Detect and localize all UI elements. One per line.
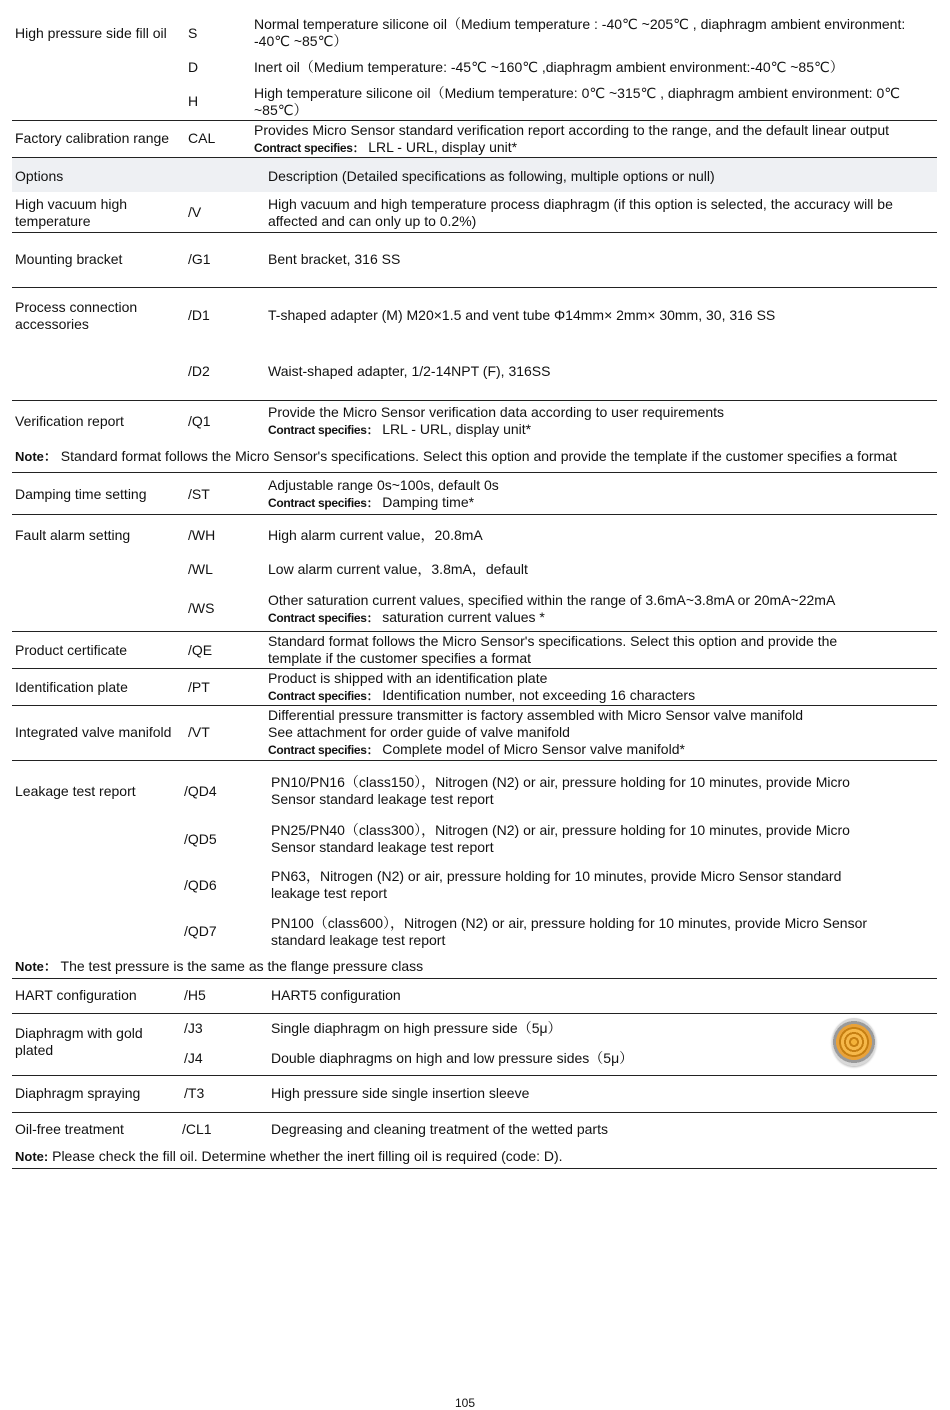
oil-free-row [12,1113,937,1145]
fault-alarm-code-wl: /WL [188,561,213,577]
leakage-desc-qd7: PN100（class600），Nitrogen (N2) or air, pressure holding for 10 minutes, provide Micro Sensor standard leakage test report [271,915,868,948]
valve-manifold-row [12,706,937,760]
gold-plated-desc-j4: Double diaphragms on high and low pressure sides（5μ） [271,1050,634,1066]
damping-desc: Adjustable range 0s~100s, default 0s [268,477,499,493]
damping-spec-value: Damping time* [382,494,475,510]
note-text: Please check the fill oil. Determine whether the inert filling oil is required (code: D). [52,1148,563,1164]
calibration-row [12,121,937,157]
divider [12,1168,937,1169]
fault-alarm-spec [268,609,928,627]
gold-plated-diaphragm-image [832,1018,876,1066]
fault-alarm-label: Fault alarm setting [15,527,131,543]
fill-oil-section [12,14,937,118]
id-plate-label: Identification plate [15,679,128,695]
spraying-row [12,1076,937,1112]
options-header [12,158,937,192]
hart-code: /H5 [184,987,206,1003]
fault-alarm-code-ws: /WS [188,600,215,616]
calibration-spec [254,139,934,157]
valve-manifold-code: /VT [188,724,210,740]
valve-manifold-spec-value: Complete model of Micro Sensor valve manifold* [382,741,685,757]
vacuum-code: /V [188,204,202,220]
fault-alarm-section [12,515,937,631]
leakage-code-qd4: /QD4 [184,783,217,799]
gold-plated-code-j4: /J4 [184,1050,203,1066]
certificate-row [12,632,937,668]
bracket-label: Mounting bracket [15,251,123,267]
note-label: Note： [15,449,57,464]
contract-specifies-label: Contract specifies： [268,423,379,437]
gold-plated-section [12,1014,937,1074]
note-label: Note: [15,1149,49,1164]
verification-label: Verification report [15,413,124,429]
verification-code: /Q1 [188,413,211,429]
valve-manifold-desc-2: See attachment for order guide of valve manifold [268,724,570,740]
process-connection-code-d1: /D1 [188,307,210,323]
calibration-spec-value: LRL - URL, display unit* [368,139,518,155]
valve-manifold-desc-1: Differential pressure transmitter is factory assembled with Micro Sensor valve manifold [268,707,804,723]
hart-desc: HART5 configuration [271,987,401,1003]
bracket-desc: Bent bracket, 316 SS [268,251,401,267]
verification-desc: Provide the Micro Sensor verification data according to user requirements [268,404,724,420]
note-standard-format [12,448,937,468]
verification-row [12,401,937,441]
gold-plated-label: Diaphragm with gold plated [15,1025,143,1058]
note-text: The test pressure is the same as the flange pressure class [60,958,424,974]
gold-plated-desc-j3: Single diaphragm on high pressure side（5μ） [271,1020,562,1036]
spraying-label: Diaphragm spraying [15,1085,141,1101]
leakage-desc-qd4: PN10/PN16（class150），Nitrogen (N2) or air, pressure holding for 10 minutes, provide Micro Sensor standard leakage test report [271,774,850,807]
damping-row [12,473,937,513]
leakage-section [12,761,937,957]
gold-plated-code-j3: /J3 [184,1020,203,1036]
contract-specifies-label: Contract specifies： [268,743,379,757]
contract-specifies-label: Contract specifies： [254,141,365,155]
page-number: 105 [455,1396,476,1410]
certificate-desc: Standard format follows the Micro Sensor's specifications. Select this option and provide the template if the customer specifies a format [268,633,838,666]
leakage-code-qd7: /QD7 [184,923,217,939]
leakage-code-qd6: /QD6 [184,877,217,893]
options-header-label: Options [15,168,64,184]
leakage-code-qd5: /QD5 [184,831,217,847]
fill-oil-code-s: S [188,25,198,41]
options-header-description: Description (Detailed specifications as following, multiple options or null) [268,168,715,184]
calibration-label: Factory calibration range [15,130,170,146]
fill-oil-code-h: H [188,93,199,109]
certificate-code: /QE [188,642,213,658]
fault-alarm-spec-value: saturation current values * [382,609,545,625]
oil-free-label: Oil-free treatment [15,1121,124,1137]
note-label: Note： [15,959,57,974]
verification-spec [268,421,928,439]
spraying-code: /T3 [184,1085,205,1101]
leakage-desc-qd6: PN63，Nitrogen (N2) or air, pressure holding for 10 minutes, provide Micro Sensor standard leakage test report [271,868,842,901]
process-connection-label: Process connection accessories [15,299,138,332]
calibration-code: CAL [188,130,216,146]
process-connection-code-d2: /D2 [188,363,210,379]
oil-free-code: /CL1 [182,1121,212,1137]
oil-free-desc: Degreasing and cleaning treatment of the wetted parts [271,1121,608,1137]
leakage-desc-qd5: PN25/PN40（class300），Nitrogen (N2) or air, pressure holding for 10 minutes, provide Micro Sensor standard leakage test report [271,822,850,855]
hart-label: HART configuration [15,987,137,1003]
valve-manifold-spec [268,741,928,759]
spraying-desc: High pressure side single insertion sleeve [271,1085,530,1101]
bracket-code: /G1 [188,251,211,267]
leakage-label: Leakage test report [15,783,136,799]
fault-alarm-desc-ws: Other saturation current values, specified within the range of 3.6mA~3.8mA or 20mA~22mA [268,592,836,608]
note-test-pressure [12,958,937,976]
process-connection-section [12,288,937,400]
fill-oil-desc-d: Inert oil（Medium temperature: -45℃ ~160℃ ,diaphragm ambient environment:-40℃ ~85℃） [254,59,844,75]
fault-alarm-desc-wh: High alarm current value，20.8mA [268,527,483,543]
id-plate-code: /PT [188,679,210,695]
note-text: Standard format follows the Micro Sensor's specifications. Select this option and provide the template if the customer specifies a format [60,448,897,464]
id-plate-row [12,669,937,705]
bracket-row [12,233,937,287]
fault-alarm-code-wh: /WH [188,527,216,543]
id-plate-desc: Product is shipped with an identification plate [268,670,548,686]
id-plate-spec [268,687,928,705]
damping-label: Damping time setting [15,486,147,502]
certificate-label: Product certificate [15,642,128,658]
fill-oil-code-d: D [188,59,199,75]
calibration-desc: Provides Micro Sensor standard verification report according to the range, and the default linear output [254,122,890,138]
contract-specifies-label: Contract specifies： [268,611,379,625]
vacuum-label: High vacuum high temperature [15,196,128,229]
note-fill-oil [12,1148,937,1166]
valve-manifold-label: Integrated valve manifold [15,724,172,740]
hart-row [12,979,937,1013]
contract-specifies-label: Contract specifies： [268,496,379,510]
verification-spec-value: LRL - URL, display unit* [382,421,532,437]
process-connection-desc-d2: Waist-shaped adapter, 1/2-14NPT (F), 316SS [268,363,551,379]
contract-specifies-label: Contract specifies： [268,689,379,703]
damping-code: /ST [188,486,210,502]
vacuum-row [12,193,937,231]
fill-oil-desc-h: High temperature silicone oil（Medium temperature: 0℃ ~315℃ , diaphragm ambient environment: 0℃ ~85℃） [254,85,900,118]
fault-alarm-desc-wl: Low alarm current value，3.8mA，default [268,561,528,577]
vacuum-desc: High vacuum and high temperature process diaphragm (if this option is selected, the accuracy will be affected and can only up to 0.2%) [268,196,893,229]
process-connection-desc-d1: T-shaped adapter (M) M20×1.5 and vent tube Φ14mm× 2mm× 30mm, 30, 316 SS [268,307,776,323]
fill-oil-desc-s: Normal temperature silicone oil（Medium temperature : -40℃ ~205℃ , diaphragm ambient environment: -40℃ ~85℃） [254,16,906,49]
damping-spec [268,494,928,512]
id-plate-spec-value: Identification number, not exceeding 16 characters [382,687,696,703]
fill-oil-label: High pressure side fill oil [15,25,167,41]
